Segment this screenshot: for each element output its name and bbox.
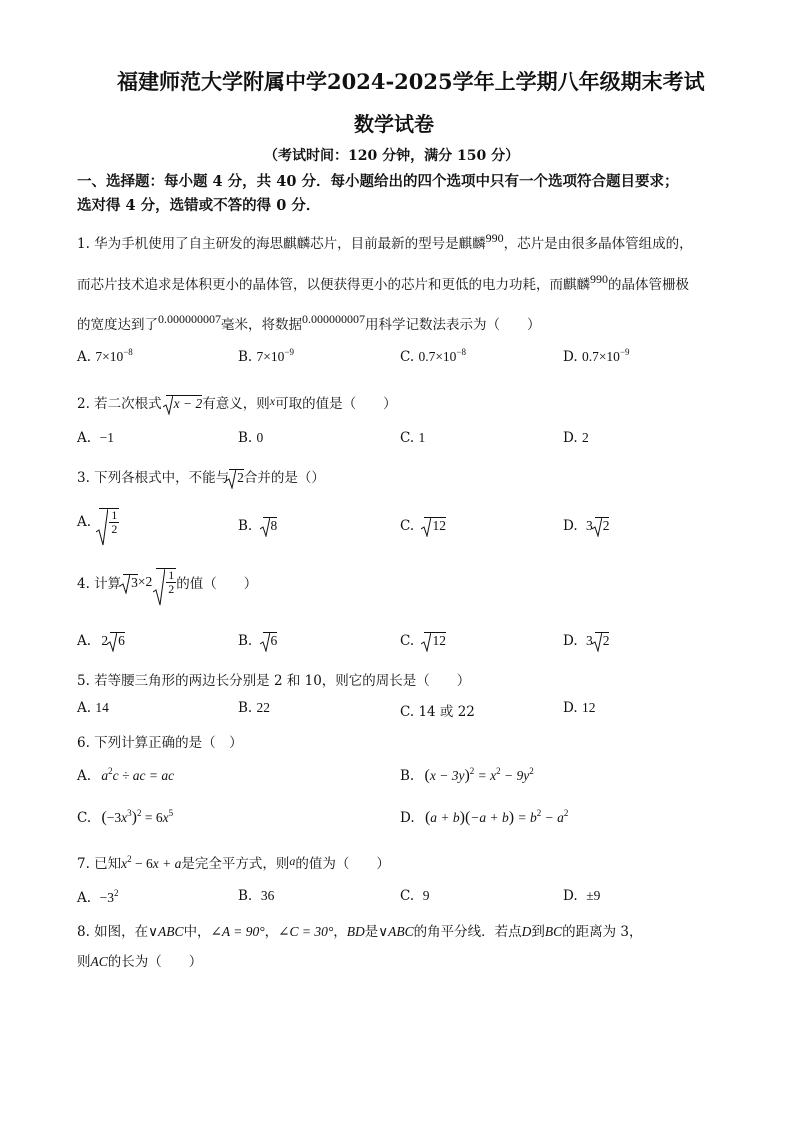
option-value: −1 bbox=[99, 430, 115, 445]
option-value: 7×10 bbox=[256, 349, 285, 364]
q4-text-b: 的值（ ） bbox=[176, 576, 258, 592]
option-exponent: −8 bbox=[123, 347, 133, 357]
q1-option-d[interactable] bbox=[563, 347, 630, 365]
q5-option-a[interactable] bbox=[77, 700, 109, 716]
q1-text-e: 的宽度达到了 bbox=[77, 317, 158, 333]
option-exponent: 2 bbox=[114, 888, 119, 898]
option-label: B. bbox=[238, 349, 253, 365]
q7-text-a: 7. 已知 bbox=[77, 856, 122, 872]
q7-option-b[interactable] bbox=[238, 888, 274, 904]
paper-subtitle: 数学试卷 bbox=[354, 112, 434, 136]
section-instruction-line1: 一、选择题：每小题 4 分，共 40 分．每小题给出的四个选项中只有一个选项符合题目要求； bbox=[77, 173, 679, 190]
radicand: 8 bbox=[270, 518, 278, 533]
q3-radicand: 2 bbox=[237, 470, 244, 485]
q7-expression: $x^2 - 6x + a$ bbox=[121, 854, 182, 871]
q8-bd: BD bbox=[346, 924, 365, 939]
q8-text-e: 则 bbox=[77, 954, 91, 970]
q7-text-c: 的值为（ ） bbox=[295, 856, 390, 872]
q7-var: a bbox=[289, 854, 296, 868]
q2-option-a[interactable] bbox=[77, 430, 114, 446]
q3-text-a: 3. 下列各根式中，不能与 bbox=[77, 470, 230, 486]
option-label: D. bbox=[563, 349, 578, 365]
q8-point-d: D bbox=[521, 924, 532, 939]
radicand: 2 bbox=[602, 518, 610, 533]
q5-option-c[interactable] bbox=[400, 700, 475, 720]
q5-option-b[interactable] bbox=[238, 700, 270, 716]
q2-radicand: x − 2 bbox=[173, 396, 203, 411]
option-value: ±9 bbox=[586, 888, 601, 903]
question-8-line1 bbox=[77, 920, 643, 940]
fraction bbox=[166, 569, 176, 596]
option-label: B. bbox=[238, 700, 253, 716]
q1-text-g: 用科学记数法表示为（ ） bbox=[365, 317, 541, 333]
fraction-numerator: 1 bbox=[168, 568, 175, 582]
option-label: A. bbox=[77, 633, 92, 649]
radical-sign-icon bbox=[163, 395, 173, 415]
radicand: 6 bbox=[270, 633, 278, 648]
radicand: 2 bbox=[602, 633, 610, 648]
q8-to: 到 bbox=[531, 924, 545, 940]
q1-number: 0.000000007 bbox=[158, 312, 221, 326]
question-1-line2 bbox=[77, 272, 689, 293]
option-label: C. bbox=[400, 888, 415, 904]
radical-sign-icon bbox=[96, 508, 108, 546]
q1-option-c[interactable] bbox=[400, 347, 466, 365]
q2-text-b: 有意义，则 bbox=[202, 396, 270, 412]
question-1-line3 bbox=[77, 312, 541, 333]
q1-number-b: 0.000000007 bbox=[302, 312, 365, 326]
question-2 bbox=[77, 392, 397, 412]
sqrt-3 bbox=[123, 574, 138, 591]
q8-is: 是 bbox=[364, 924, 379, 940]
sqrt-one-half bbox=[156, 568, 176, 596]
q2-var: x bbox=[269, 394, 276, 408]
q6-option-c[interactable] bbox=[77, 808, 173, 827]
q4-text-a: 4. 计算 bbox=[77, 576, 122, 592]
fraction bbox=[109, 509, 119, 536]
q1-model-990: 990 bbox=[485, 231, 504, 245]
q6-expr-a: $a^2c$ ÷ ac = ac bbox=[101, 766, 175, 783]
radicand: 12 bbox=[432, 633, 446, 648]
option-label: D. bbox=[400, 810, 415, 826]
radical-sign-icon bbox=[260, 632, 270, 652]
q6-option-b[interactable] bbox=[400, 766, 534, 785]
fraction-numerator: 1 bbox=[111, 508, 118, 522]
q6-option-a[interactable] bbox=[77, 766, 174, 784]
sqrt-12 bbox=[424, 632, 446, 649]
coefficient: 3 bbox=[585, 633, 593, 648]
q8-ac: AC bbox=[90, 954, 108, 969]
q3-option-d[interactable] bbox=[563, 517, 609, 534]
q7-text-b: 是完全平方式，则 bbox=[181, 856, 290, 872]
option-label: A. bbox=[77, 890, 92, 906]
q8-angle-a: ∠A = 90° bbox=[210, 924, 265, 939]
q1-option-b[interactable] bbox=[238, 347, 294, 365]
option-label: A. bbox=[77, 430, 92, 446]
sqrt-2 bbox=[595, 632, 610, 649]
radical-sign-icon bbox=[260, 517, 270, 537]
radical-sign-icon bbox=[226, 469, 236, 489]
q7-option-a[interactable] bbox=[77, 888, 119, 906]
q1-text-f: 毫米，将数据 bbox=[221, 317, 302, 333]
option-label: C. bbox=[77, 810, 92, 826]
q8-text-b: 中， bbox=[183, 924, 211, 940]
q1-text-c: 而芯片技术追求是体积更小的晶体管，以便获得更小的芯片和更低的电力功耗，而麒麟 bbox=[77, 277, 590, 293]
option-label: B. bbox=[400, 768, 415, 784]
q1-option-a[interactable] bbox=[77, 347, 133, 365]
radicand: 3 bbox=[131, 574, 138, 590]
q2-text-c: 可取的值是（ ） bbox=[275, 396, 397, 412]
option-value: 0.7×10 bbox=[418, 349, 457, 364]
sqrt-2 bbox=[595, 517, 610, 534]
q1-model-990-b: 990 bbox=[590, 272, 608, 286]
option-exponent: −8 bbox=[456, 347, 467, 357]
radical-sign-icon bbox=[120, 574, 130, 594]
sqrt-one-half bbox=[99, 508, 119, 536]
option-label: D. bbox=[563, 633, 578, 649]
question-1-line1 bbox=[77, 231, 693, 252]
sqrt-8 bbox=[263, 517, 278, 534]
sqrt-12 bbox=[424, 517, 446, 534]
sqrt-2 bbox=[229, 469, 244, 486]
option-value: 0 bbox=[256, 430, 264, 445]
q8-text-d: 的距离为 3， bbox=[562, 924, 643, 940]
option-label: C. bbox=[400, 349, 415, 365]
q2-option-d[interactable] bbox=[563, 430, 589, 446]
option-value: 7×10 bbox=[95, 349, 124, 364]
option-value: 2 bbox=[581, 430, 589, 445]
option-label: C. bbox=[400, 633, 415, 649]
option-label: A. bbox=[77, 349, 92, 365]
q4-option-c[interactable] bbox=[400, 632, 446, 649]
q8-text-f: 的长为（ ） bbox=[107, 954, 203, 970]
option-label: B. bbox=[238, 430, 253, 446]
option-value: 9 bbox=[422, 888, 430, 903]
q8-text-a: 8. 如图，在 bbox=[77, 924, 149, 940]
q6-option-d[interactable] bbox=[400, 808, 568, 827]
q6-expr-d: $(a + b)(-a + b) = b^2 - a^2$ bbox=[424, 808, 569, 826]
radicand: 12 bbox=[432, 518, 446, 533]
radical-sign-icon bbox=[592, 632, 602, 652]
question-6: 6. 下列计算正确的是（ ） bbox=[77, 735, 243, 751]
q3-option-b[interactable] bbox=[238, 517, 277, 534]
q1-text-d: 的晶体管栅极 bbox=[608, 277, 689, 293]
radical-sign-icon bbox=[107, 632, 117, 652]
option-label: D. bbox=[563, 700, 578, 716]
q6-expr-c: $(-3x^3)^2 = 6x^5$ bbox=[101, 808, 174, 826]
q8-comma: ， bbox=[333, 924, 347, 940]
fraction-denominator: 2 bbox=[168, 582, 175, 596]
option-exponent: −9 bbox=[619, 347, 630, 357]
option-exponent: −9 bbox=[284, 347, 294, 357]
question-3 bbox=[77, 466, 325, 486]
option-label: C. bbox=[400, 704, 415, 720]
option-label: A. bbox=[77, 768, 92, 784]
q8-triangle: ∨ABC bbox=[378, 924, 414, 939]
option-value: 0.7×10 bbox=[581, 349, 620, 364]
option-label: D. bbox=[563, 430, 578, 446]
q3-text-b: 合并的是（） bbox=[243, 470, 325, 486]
exam-info: （考试时间：120 分钟，满分 150 分） bbox=[264, 148, 520, 164]
option-label: B. bbox=[238, 518, 253, 534]
radical-sign-icon bbox=[153, 568, 165, 606]
coefficient: 2 bbox=[101, 633, 109, 648]
radicand: 6 bbox=[118, 633, 125, 648]
q6-expr-b: $(x - 3y)^2 = x^2 - 9y^2$ bbox=[424, 766, 534, 784]
option-label: C. bbox=[400, 430, 415, 446]
q1-text-b: ，芯片是由很多晶体管组成的， bbox=[503, 236, 693, 252]
q4-option-d[interactable] bbox=[563, 632, 609, 649]
radical-sign-icon bbox=[592, 517, 602, 537]
q2-text-a: 2. 若二次根式 bbox=[77, 396, 162, 412]
sqrt-6 bbox=[110, 632, 125, 649]
radical-sign-icon bbox=[421, 632, 431, 652]
option-label: B. bbox=[238, 888, 253, 904]
question-7 bbox=[77, 852, 390, 872]
sqrt-x-minus-2 bbox=[166, 395, 203, 412]
q7-option-c[interactable] bbox=[400, 888, 429, 904]
question-5: 5. 若等腰三角形的两边长分别是 2 和 10，则它的周长是（ ） bbox=[77, 673, 471, 689]
option-label: D. bbox=[563, 888, 578, 904]
question-4 bbox=[77, 568, 257, 596]
q4-times: ×2 bbox=[137, 574, 153, 589]
q2-option-c[interactable] bbox=[400, 430, 425, 446]
section-instruction-line2: 选对得 4 分，选错或不答的得 0 分． bbox=[77, 197, 321, 214]
q8-angle-c: ∠C = 30° bbox=[278, 924, 334, 939]
q8-bc: BC bbox=[544, 924, 563, 939]
q1-text-a: 1. 华为手机使用了自主研发的海思麒麟芯片，目前最新的型号是麒麟 bbox=[77, 236, 486, 252]
exam-title: 福建师范大学附属中学2024-2025学年上学期八年级期末考试 bbox=[117, 69, 705, 94]
option-value: 36 bbox=[260, 888, 275, 903]
coefficient: 3 bbox=[585, 518, 593, 533]
option-value: 14 或 22 bbox=[418, 704, 475, 720]
q7-option-d[interactable] bbox=[563, 888, 600, 904]
option-label: A. bbox=[77, 700, 92, 716]
q4-option-b[interactable] bbox=[238, 632, 277, 649]
q8-text-c: 的角平分线．若点 bbox=[413, 924, 522, 940]
option-value: 1 bbox=[418, 430, 426, 445]
option-value: 14 bbox=[95, 700, 109, 715]
sqrt-6 bbox=[263, 632, 278, 649]
question-8-line2 bbox=[77, 950, 202, 970]
option-label: D. bbox=[563, 518, 578, 534]
option-label: A. bbox=[77, 514, 92, 530]
option-value: 12 bbox=[581, 700, 596, 715]
radical-sign-icon bbox=[421, 517, 431, 537]
option-label: C. bbox=[400, 518, 415, 534]
q2-option-b[interactable] bbox=[238, 430, 263, 446]
option-label: B. bbox=[238, 633, 253, 649]
fraction-denominator: 2 bbox=[111, 522, 118, 536]
q3-option-a[interactable] bbox=[77, 508, 119, 536]
q8-comma: ， bbox=[264, 924, 279, 940]
q3-option-c[interactable] bbox=[400, 517, 446, 534]
option-value: −3 bbox=[99, 890, 115, 905]
q4-option-a[interactable] bbox=[77, 632, 125, 649]
option-value: 22 bbox=[256, 700, 271, 715]
q5-option-d[interactable] bbox=[563, 700, 595, 716]
q8-triangle: ∨ABC bbox=[148, 924, 184, 939]
